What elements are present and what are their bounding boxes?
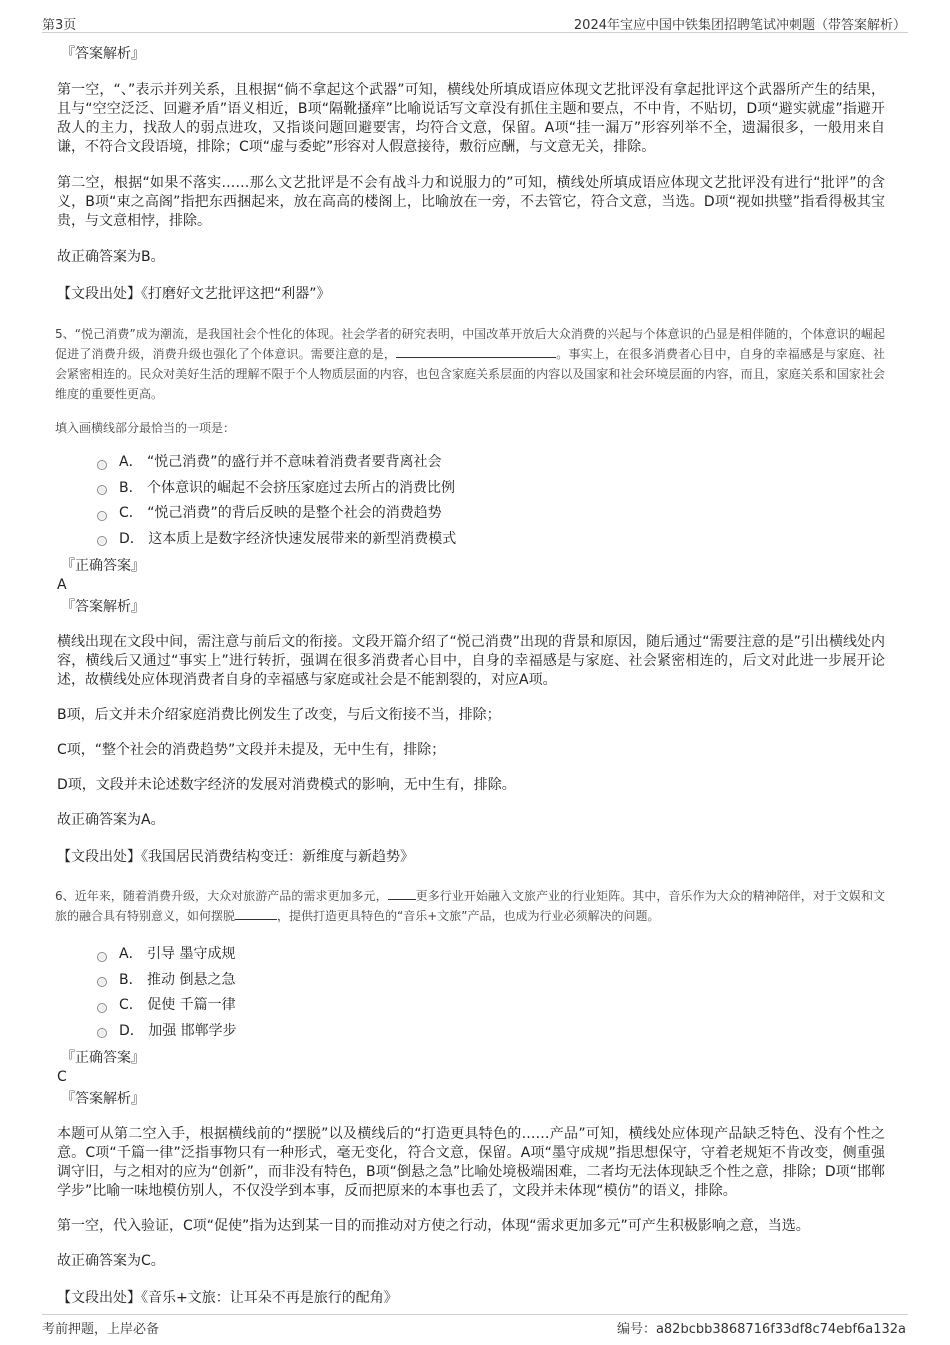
q6-stem-part1: 6、近年来，随着消费升级，大众对旅游产品的需求更加多元， bbox=[55, 889, 388, 903]
radio-icon[interactable] bbox=[97, 952, 107, 962]
q5-analysis-tag: 『答案解析』 bbox=[61, 599, 145, 615]
q6-blank-2 bbox=[235, 906, 277, 920]
q5-option-c[interactable]: C． “悦己消费”的背后反映的是整个社会的消费趋势 bbox=[97, 501, 885, 527]
q6-option-d[interactable]: D． 加强 邯郸学步 bbox=[97, 1019, 885, 1045]
radio-icon[interactable] bbox=[97, 460, 107, 470]
q5-conclusion: 故正确答案为A。 bbox=[57, 812, 165, 828]
q5-correct-answer: A bbox=[57, 577, 67, 593]
radio-icon[interactable] bbox=[97, 1003, 107, 1013]
q5-analysis-para3: C项，“整个社会的消费趋势”文段并未提及，无中生有，排除； bbox=[57, 742, 446, 758]
q5-prompt: 填入画横线部分最恰当的一项是： bbox=[55, 421, 236, 435]
document-title: 2024年宝应中国中铁集团招聘笔试冲刺题（带答案解析） bbox=[573, 18, 906, 33]
q5-options bbox=[97, 450, 885, 552]
q6-correct-answer: C bbox=[57, 1069, 67, 1085]
q4-conclusion: 故正确答案为B。 bbox=[57, 249, 165, 265]
page-number: 第3页 bbox=[42, 18, 77, 33]
q4-analysis-para1: 第一空，“、”表示并列关系，且根据“倘不拿起这个武器”可知，横线处所填成语应体现文艺批评没有拿起批评这个武器所产生的结果，且与“空空泛泛、回避矛盾”语义相近，B项“隔靴搔痒”比喻说话写文章没有抓住主题和要点，不中肯，不贴切，D项“避实就虚”指避开敌人的主力，找敌人的弱点进攻，又指谈问题回避要害，均符合文意，保留。A项“挂一漏万”形容列举不全，遗漏很多，一般用来自谦，不符合文段语境，排除；C项“虚与委蛇”形容对人假意接待，敷衍应酬，与文意无关，排除。 bbox=[57, 82, 885, 155]
q6-option-b[interactable]: B． 推动 倒悬之急 bbox=[97, 968, 885, 994]
footer-slogan: 考前押题，上岸必备 bbox=[42, 1322, 160, 1337]
q6-option-c[interactable]: C． 促使 千篇一律 bbox=[97, 993, 885, 1019]
q5-option-d[interactable]: D． 这本质上是数字经济快速发展带来的新型消费模式 bbox=[97, 527, 885, 553]
q5-correct-tag: 『正确答案』 bbox=[61, 558, 145, 574]
q6-blank-1 bbox=[388, 886, 416, 900]
q6-option-a[interactable]: A． 引导 墨守成规 bbox=[97, 942, 885, 968]
document-id: 编号：a82bcbb3868716f33df8c74ebf6a132a bbox=[616, 1322, 906, 1337]
q6-correct-tag: 『正确答案』 bbox=[61, 1050, 145, 1066]
q4-source: 【文段出处】《打磨好文艺批评这把“利器”》 bbox=[57, 286, 331, 302]
q5-stem bbox=[55, 324, 885, 404]
q4-analysis-para2: 第二空，根据“如果不落实……那么文艺批评是不会有战斗力和说服力的”可知，横线处所填成语应体现文艺批评没有进行“批评”的含义，B项“束之高阁”指把东西捆起来，放在高高的楼阁上，比喻放在一旁，不去管它，符合文意，当选。D项“视如拱璧”指看得极其宝贵，与文意相悖，排除。 bbox=[57, 175, 885, 229]
q5-source: 【文段出处】《我国居民消费结构变迁：新维度与新趋势》 bbox=[57, 849, 414, 865]
q5-analysis-para4: D项，文段并未论述数字经济的发展对消费模式的影响，无中生有，排除。 bbox=[57, 777, 516, 793]
q6-analysis-tag: 『答案解析』 bbox=[61, 1091, 145, 1107]
q5-stem-part1: 5、“悦己消费”成为潮流，是我国社会个性化的体现。社会学者的研究表明，中国改革开放后大众消费的兴起与个体意识的凸显是相伴随的，个体意识的崛起促进了消费升级，消费升级也强化了个体意识。需要注意的是， bbox=[55, 327, 885, 361]
q5-blank bbox=[396, 344, 556, 358]
q6-options bbox=[97, 942, 885, 1044]
q5-analysis-para2: B项，后文并未介绍家庭消费比例发生了改变，与后文衔接不当，排除； bbox=[57, 707, 501, 723]
q6-stem bbox=[55, 886, 885, 926]
radio-icon[interactable] bbox=[97, 511, 107, 521]
radio-icon[interactable] bbox=[97, 977, 107, 987]
radio-icon[interactable] bbox=[97, 485, 107, 495]
q5-option-b[interactable]: B． 个体意识的崛起不会挤压家庭过去所占的消费比例 bbox=[97, 476, 885, 502]
page-footer bbox=[42, 1314, 908, 1335]
q6-conclusion: 故正确答案为C。 bbox=[57, 1253, 165, 1269]
q6-stem-part3: ，提供打造更具特色的“音乐+文旅”产品，也成为行业必须解决的问题。 bbox=[277, 909, 660, 923]
page-header bbox=[42, 14, 908, 33]
radio-icon[interactable] bbox=[97, 1028, 107, 1038]
radio-icon[interactable] bbox=[97, 536, 107, 546]
q6-analysis-para1: 本题可从第二空入手，根据横线前的“摆脱”以及横线后的“打造更具特色的……产品”可知，横线处应体现产品缺乏特色、没有个性之意。C项“千篇一律”泛指事物只有一种形式，毫无变化，符合文意，保留。A项“墨守成规”指思想保守，守着老规矩不肯改变，侧重强调守旧，与之相对的应为“创新”，而非没有特色，B项“倒悬之急”比喻处境极端困难，二者均无法体现缺乏个性之意，排除；D项“邯郸学步”比喻一味地模仿别人，不仅没学到本事，反而把原来的本事也丢了，文段并未体现“模仿”的语义，排除。 bbox=[57, 1126, 885, 1199]
q4-analysis-tag: 『答案解析』 bbox=[61, 46, 145, 62]
q6-stem-part2: 更多行业开始融入文旅产业的行业矩阵。其中，音乐作为大众的精神陪伴，对于文娱和文旅的融合具有特别意义，如何摆脱 bbox=[55, 889, 885, 923]
document-body bbox=[57, 44, 885, 1308]
q6-source: 【文段出处】《音乐+文旅：让耳朵不再是旅行的配角》 bbox=[57, 1290, 398, 1306]
q5-stem-part2: 。事实上，在很多消费者心目中，自身的幸福感是与家庭、社会紧密相连的。民众对美好生活的理解不限于个人物质层面的内容，也包含家庭关系层面的内容以及国家和社会环境层面的内容，而且，家庭关系和国家社会维度的重要性更高。 bbox=[55, 347, 885, 401]
q5-option-a[interactable]: A． “悦己消费”的盛行并不意味着消费者要背离社会 bbox=[97, 450, 885, 476]
q6-analysis-para2: 第一空，代入验证，C项“促使”指为达到某一目的而推动对方使之行动，体现“需求更加多元”可产生积极影响之意，当选。 bbox=[57, 1218, 810, 1234]
q5-analysis-para1: 横线出现在文段中间，需注意与前后文的衔接。文段开篇介绍了“悦己消费”出现的背景和原因，随后通过“需要注意的是”引出横线处内容，横线后又通过“事实上”进行转折，强调在很多消费者心目中，自身的幸福感是与家庭、社会紧密相连的，后文对此进一步展开论述，故横线处应体现消费者自身的幸福感与家庭或社会是不能割裂的，对应A项。 bbox=[57, 634, 885, 688]
